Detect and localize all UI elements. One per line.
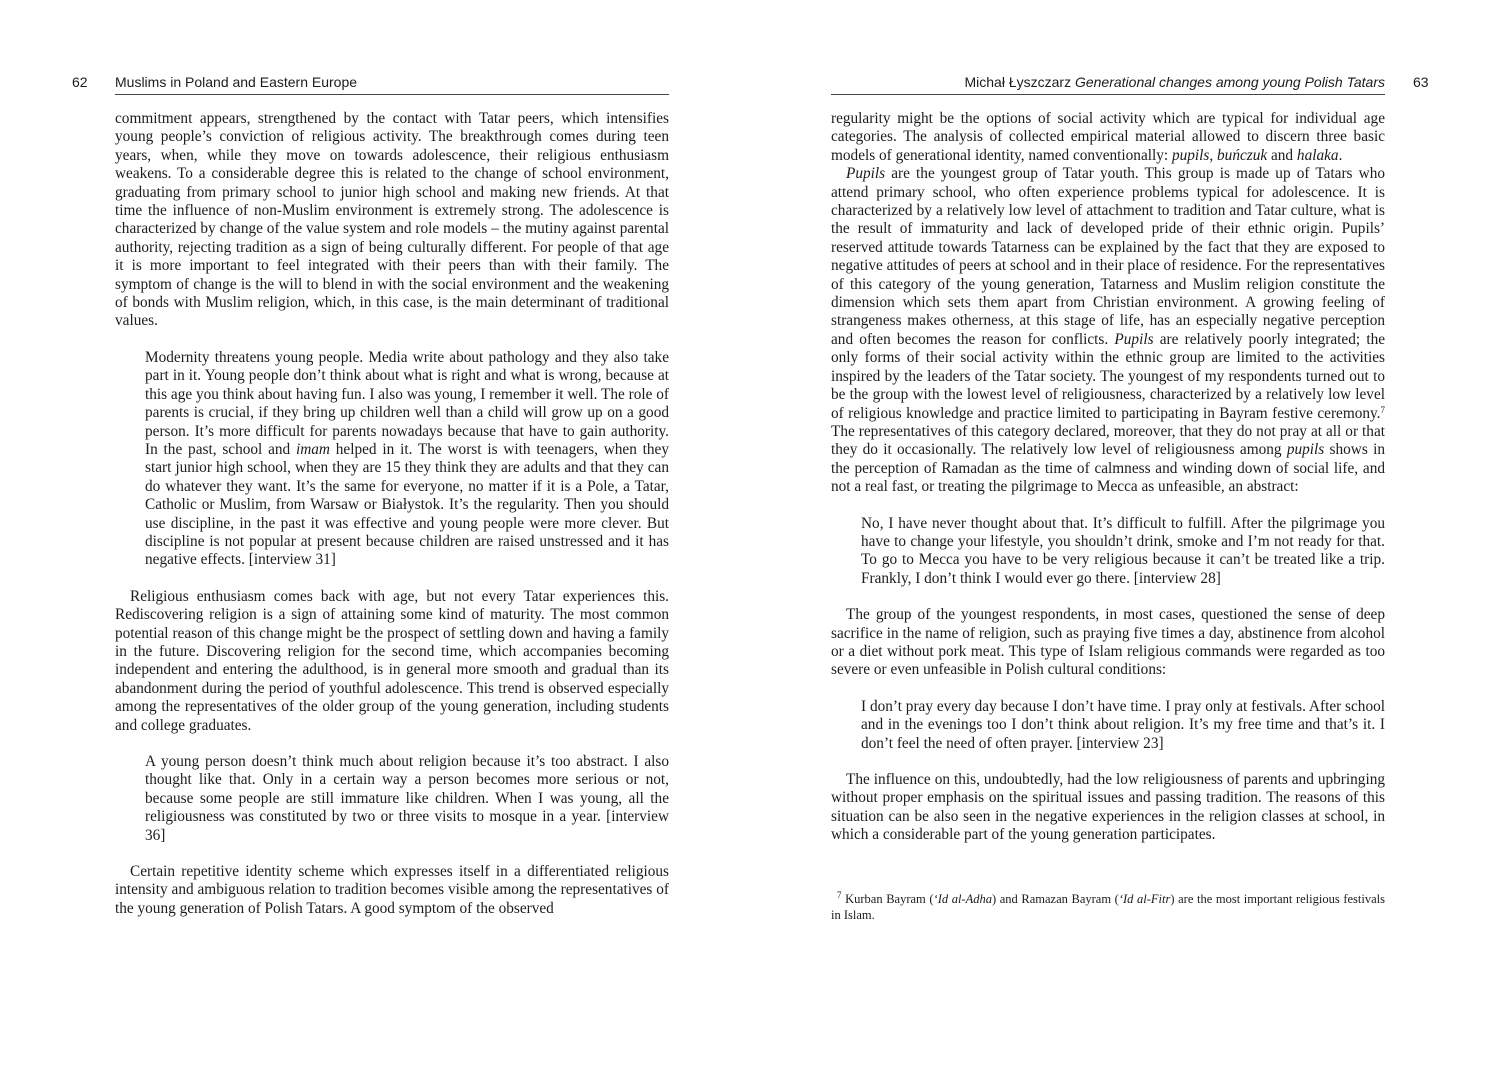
quote-text: No, I have never thought about that. It’s difficult to fulfill. After the pilgrimage you have to change your lifestyle, you shouldn’t drink, smoke and I’m not ready for that. To go to Mecca you have to be very religious because it can’t be treated like a trip. Frankly, I don’t think I would ever go there. [interview 28] [861, 514, 1385, 587]
paragraph: The influence on this, undoubtedly, had the low religiousness of parents and upbringing without proper emphasis on the spiritual issues and passing tradition. The reasons of this situation can be also seen in the negative experiences in the religion classes at school, in which a considerable part of the young generation participates. [831, 771, 1385, 844]
paragraph: The group of the youngest respondents, in most cases, questioned the sense of deep sacrifice in the name of religion, such as praying five times a day, abstinence from alcohol or a diet without pork meat. This type of Islam religious commands were regarded as too severe or even unfeasible in Polish cultural conditions: [831, 606, 1385, 679]
footnote-mark: 7 [837, 890, 842, 900]
quote-text: A young person doesn’t think much about religion because it’s too abstract. I also thought like that. Only in a certain way a person becomes more serious or not, because some people are still immature like children. When I was young, all the religiousness was constituted by two or three visits to mosque in a year. [interview 36] [145, 753, 669, 844]
footnote-reference: 7 [1380, 404, 1385, 415]
running-article-title: Generational changes among young Polish Tatars [1074, 74, 1385, 90]
footnote-text: $^7$ Kurban Bayram (‘Id al-Adha) and Ramazan Bayram (‘Id al-Fitr) are the most important religious festivals in Islam. [831, 890, 1385, 922]
interview-quote [861, 515, 1385, 589]
paragraph: Religious enthusiasm comes back with age, but not every Tatar experiences this. Rediscovering religion is a sign of attaining some kind of maturity. The most common potential reason of this change might be the prospect of settling down and having a family in the future. Discovering religion for the second time, which accompanies becoming independent and entering the adulthood, is in general more smooth and gradual than its abandonment during the period of youthful adolescence. This trend is observed especially among the representatives of the older group of the young generation, including students and college graduates. [115, 587, 669, 734]
footnote [831, 891, 1385, 923]
right-page [831, 0, 1429, 1066]
interview-quote [145, 349, 669, 570]
body-text [115, 110, 669, 918]
page-number: 63 [1413, 74, 1429, 90]
left-page [72, 0, 669, 1066]
italic-term: imam [295, 440, 330, 458]
running-author: Michał Łyszczarz [964, 74, 1072, 90]
quote-text: Modernity threatens young people. Media write about pathology and they also take part in it. Young people don’t think about what is right and what is wrong, because at this age you think about having fun. I also was young, I remember it well. The role of parents is crucial, if they bring up children well than a child will grow up on a good person. It’s more difficult for parents nowadays because that have to gain authority. In the past, school and imam helped in it. The worst is with teenagers, when they start junior high school, when they are 15 they think they are adults and that they can do whatever they want. It’s the same for everyone, no matter if it is a Pole, a Tatar, Catholic or Muslim, from Warsaw or Białystok. It’s the regularity. Then you should use discipline, in the past it was effective and young people were more clever. But discipline is not popular at present because children are raised unstressed and it has negative effects. [interview 31] [145, 348, 669, 569]
page-number: 62 [72, 74, 88, 90]
running-title: Muslims in Poland and Eastern Europe [115, 74, 358, 90]
paragraph: Pupils are the youngest group of Tatar youth. This group is made up of Tatars who attend primary school, who often experience problems typical for adolescence. It is characterized by a relatively low level of attachment to tradition and Tatar culture, what is the result of immaturity and lack of developed pride of their ethnic origin. Pupils’ reserved attitude towards Tatarness can be explained by the fact that they are exposed to negative attitudes of peers at school and in their place of residence. For the representatives of this category of the young generation, Tatarness and Muslim religion constitute the dimension which sets them apart from Christian environment. A growing feeling of strangeness makes otherness, at this stage of life, has an especially negative perception and often becomes the reason for conflicts. Pupils are relatively poorly integrated; the only forms of their social activity within the ethnic group are limited to the activities inspired by the leaders of the Tatar society. The youngest of my respondents turned out to be the group with the lowest level of religiousness, characterized by a relatively low level of religious knowledge and practice limited to participating in Bayram festive ceremony.$^7$ The representatives of this category declared, moreover, that they do not pray at all or that they do it occasionally. The relatively low level of religiousness among pupils shows in the perception of Ramadan as the time of calmness and winding down of social life, and not a real fast, or treating the pilgrimage to Mecca as unfeasible, an abstract: [831, 165, 1386, 496]
interview-quote [145, 753, 669, 845]
paragraph: Certain repetitive identity scheme which expresses itself in a differentiated religious intensity and ambiguous relation to tradition becomes visible among the representatives of the young generation of Polish Tatars. A good symptom of the observed [115, 863, 669, 917]
paragraph: regularity might be the options of social activity which are typical for individual age categories. The analysis of collected empirical material allowed to discern three basic models of generational identity, named conventionally: pupils, buńczuk and halaka. [831, 110, 1385, 164]
interview-quote [861, 698, 1385, 753]
body-text [831, 110, 1385, 845]
quote-text: I don’t pray every day because I don’t have time. I pray only at festivals. After school and in the evenings too I don’t think about religion. It’s my free time and that’s it. I don’t feel the need of often prayer. [interview 23] [861, 697, 1385, 752]
paragraph: commitment appears, strengthened by the contact with Tatar peers, which intensifies young people’s conviction of religious activity. The breakthrough comes during teen years, when, while they move on towards adolescence, their religious enthusiasm weakens. To a considerable degree this is related to the change of school environment, graduating from primary school to junior high school and making new friends. At that time the influence of non-Muslim environment is extremely strong. The adolescence is characterized by change of the value system and role models – the mutiny against parental authority, rejecting tradition as a sign of being culturally different. For people of that age it is more important to feel integrated with their peers than with their family. The symptom of change is the will to blend in with the social environment and the weakening of bonds with Muslim religion, which, in this case, is the main determinant of traditional values. [115, 110, 669, 330]
running-head [831, 72, 1385, 95]
running-head [115, 72, 669, 95]
running-title [964, 72, 1385, 92]
